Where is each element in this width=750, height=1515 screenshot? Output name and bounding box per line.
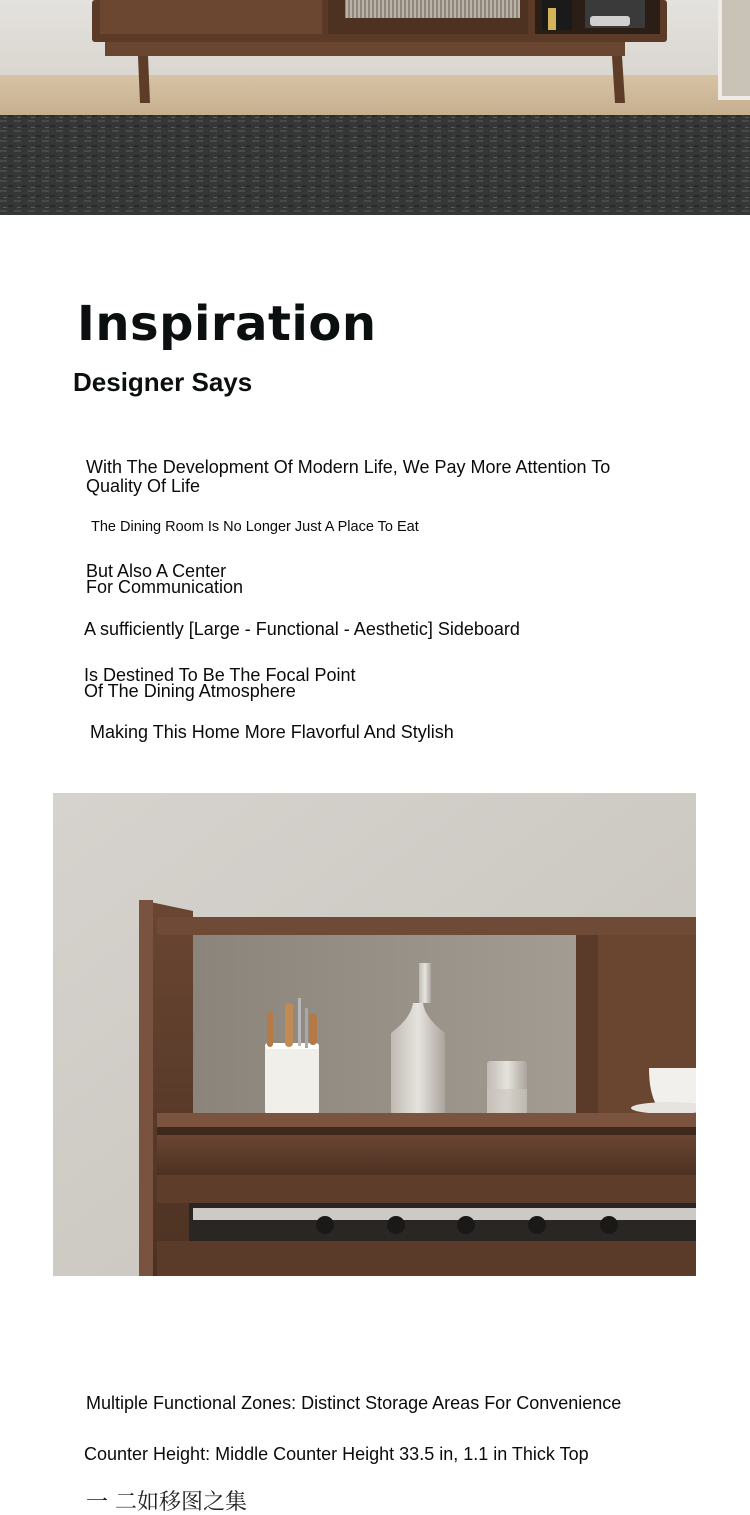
statement-line-5a: Is Destined To Be The Focal Point [84,665,356,685]
sideboard-photo [0,0,750,215]
spec-cut-off-line: 一 二如移图之集 [86,1490,247,1515]
shelf-photo [53,793,696,1276]
statement-line-5b: Of The Dining Atmosphere [84,681,296,701]
inspiration-heading: Inspiration [77,296,377,352]
statement-line-1a: With The Development Of Modern Life, We Pay More Attention To [86,457,611,477]
statement-line-6: Making This Home More Flavorful And Stylish [90,722,454,742]
spec-counter-height: Counter Height: Middle Counter Height 33.5 in, 1.1 in Thick Top [84,1444,589,1464]
spec-functional-zones: Multiple Functional Zones: Distinct Storage Areas For Convenience [86,1393,622,1413]
statement-line-1b: Quality Of Life [86,476,201,496]
statement-line-3a: But Also A Center [86,561,227,581]
statement-line-2: The Dining Room Is No Longer Just A Place To Eat [91,519,419,535]
designer-says-heading: Designer Says [73,367,253,397]
statement-line-3b: For Communication [86,577,244,597]
sideboard-photo-drawing [0,0,750,215]
shelf-photo-drawing [53,793,696,1276]
statement-line-4: A sufficiently [Large - Functional - Aesthetic] Sideboard [84,619,520,639]
